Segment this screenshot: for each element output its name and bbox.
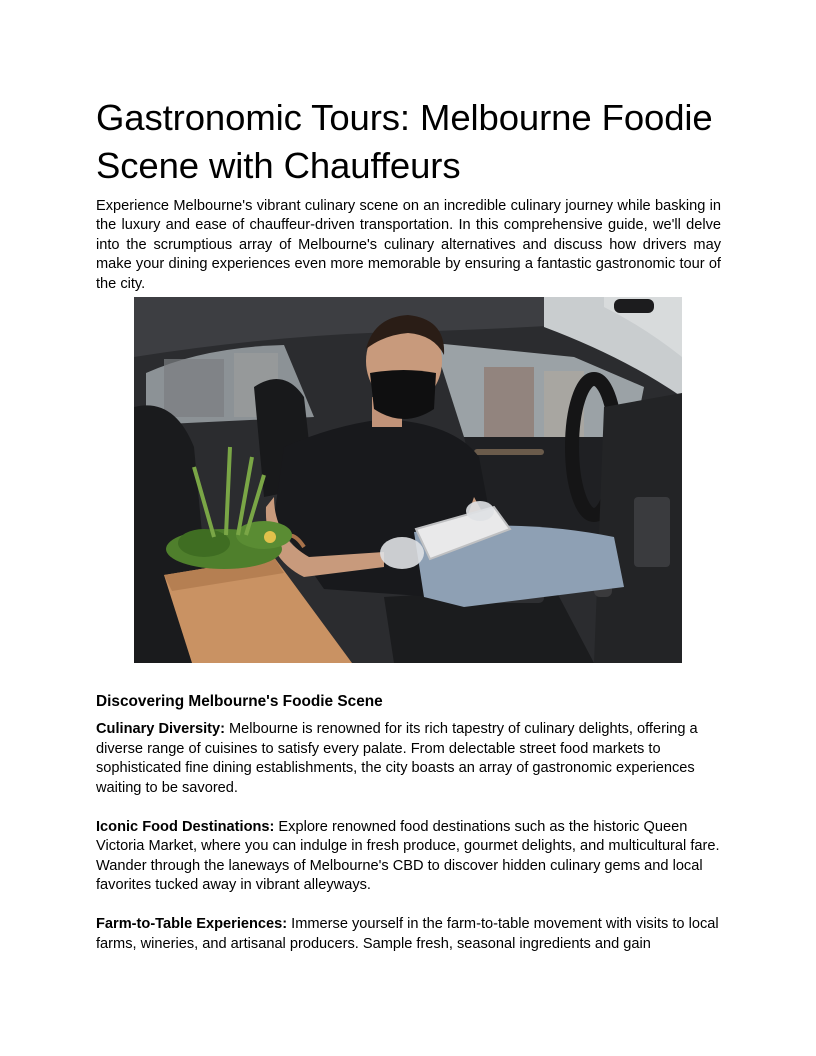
paragraph-text: Melbourne is renowned for its rich tapestry of culinary delights, offering a diverse range of cuisines to satisfy every palate. From delectable street food markets to sophisticated fine dining establishments, the city boasts an array of gastronomic experiences waiting to be savored. <box>96 721 698 796</box>
section-heading: Discovering Melbourne's Foodie Scene <box>96 693 383 711</box>
intro-paragraph: Experience Melbourne's vibrant culinary scene on an incredible culinary journey while basking in the luxury and ease of chauffeur-driven transportation. In this comprehensive guide, we'll delve into the scrumptious array of Melbourne's culinary alternatives and discuss how drivers may make your dining experiences even more memorable by ensuring a fantastic gastronomic tour of the city. <box>96 198 721 292</box>
document-page <box>96 94 721 954</box>
paragraph-text: Immerse yourself in the farm-to-table movement with visits to local farms, wineries, and artisanal producers. Sample fresh, seasonal ingredients and gain <box>96 916 719 952</box>
paragraph-lead: Culinary Diversity: <box>96 721 225 738</box>
chauffeur-photo <box>134 297 682 663</box>
gloved-hand <box>380 537 424 569</box>
mirror <box>614 299 654 313</box>
paragraph-lead: Iconic Food Destinations: <box>96 818 275 835</box>
face-mask <box>370 370 436 419</box>
document-title: Gastronomic Tours: Melbourne Foodie Scene with Chauffeurs <box>96 97 713 186</box>
paragraph-farm-to-table <box>96 915 721 954</box>
paragraph-culinary-diversity <box>96 720 721 798</box>
paragraph-iconic-food-destinations <box>96 818 721 896</box>
paragraph-lead: Farm-to-Table Experiences: <box>96 916 288 933</box>
paragraph-text: Explore renowned food destinations such as the historic Queen Victoria Market, where you can indulge in fresh produce, gourmet delights, and multicultural fare. Wander through the laneways of Melbourne's CBD to discover hidden culinary gems and local favorites tucked away in vibrant alleyways. <box>96 818 720 894</box>
